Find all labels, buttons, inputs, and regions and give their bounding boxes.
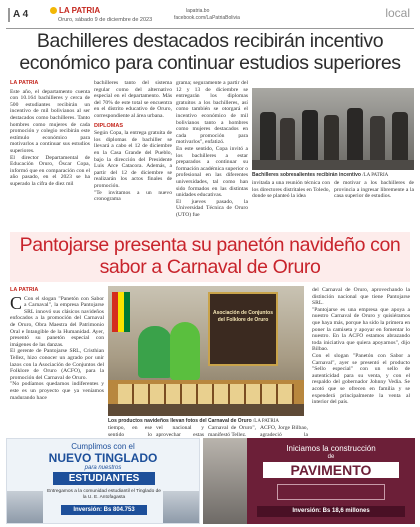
article2-byline: LA PATRIA: [10, 287, 39, 293]
section-label: local: [385, 6, 410, 20]
article1-headline: Bachilleres destacados recibirán incentivo económico para continuar estudios superiores: [19, 30, 401, 74]
article2-column-1-text: Con el slogan "Panetón con Sabor a Carnaval", la empresa Pantojarse SRL innovó sus clásicos navideños enfocados a la promoción del Carnaval de Oruro, Obra Maestra del Patrimonio Oral e Intangible de la Humanidad. Ayer, presentó su panetón especial con imágenes de las danzas. El gerente de Pantojarse SRL, Cristhian Tellez, hizo conocer un agrado por unir lazos con la Asociación de Conjuntos del Folklore de Oruro (ACFO), para la promoción del Carnaval de Oruro. "No podíamos quedarnos indiferentes y este es un proyecto que ya veníamos madurando hace: [10, 295, 104, 401]
header-accent-bar: [8, 8, 10, 22]
sun-logo-icon: [50, 7, 57, 14]
article2-caption: [108, 418, 304, 424]
ad1-line5: Entregamos a la comunidad estudiantil el Tinglado de la U. E. Antofagasta: [47, 489, 161, 500]
article2-photo: [108, 286, 304, 416]
ad2-tagline-frame: [277, 484, 385, 500]
ad2-line2: de: [327, 454, 335, 460]
header-divider: [6, 28, 414, 29]
article2-photo-banner: Asociación de Conjuntos del Folklore de Oruro: [212, 310, 273, 323]
article2-dropcap: C: [10, 292, 23, 313]
article1-column-3-text: grama; seguramente a partir del 12 y 13 de diciembre se entregarán los diplomas gratuitos a los bachilleres, así como también se otorgará el incentivo económico de mil bolivianos tanto a hombres como mujeres destacados en cada promoción para motivarlos", enfatizó. En este sentido, Copa invitó a los bachilleres a estar preparados a continuar su formación académica superior o profesional en las diferentes universidades, tal como han sido formados en las distintas unidades educativas. El jueves pasado, la Universidad Técnica de Oruro (UTO) fue: [176, 80, 248, 218]
advertisement-pavimento[interactable]: [203, 438, 415, 524]
article1-column-3: [176, 80, 248, 230]
article2-column-2: [108, 425, 152, 437]
logo-text: LA PATRIA: [59, 6, 101, 15]
article2-column-4: [208, 425, 256, 437]
article1-column-2-text: bachilleres tanto del sistema regular como del alternativo especial en el departamento. Más del 70% de este total se encuentra en el distrito educativo de Oruro, correspondiente al área urbana.: [94, 80, 172, 119]
newspaper-logo: [50, 6, 100, 15]
article1-caption-text: Bachilleres sobresalientes recibirán incentivo: [252, 172, 361, 178]
article1-column-1: [10, 80, 90, 230]
article2-column-2-text: tiempo, en ese sentido lo: [108, 425, 152, 437]
article2-column-3: [156, 425, 204, 437]
ad1-photo-right: [163, 491, 199, 524]
issue-date: Oruro, sábado 9 de diciembre de 2023: [58, 17, 153, 23]
ad2-photo: [203, 438, 247, 524]
article1-column-2b-text: Según Copa, la entrega gratuita de los diplomas de bachiller se llevará a cabo el 12 de diciembre en la Casa Grande del Pueblo, bajo la dirección del Presidente Luis Arce Catacora. Además, a partir del 12 de diciembre se realizarán los actos finales de promoción. "Te invitamos a un nuevo cronograma: [94, 130, 172, 203]
ad2-line4: Inversión: Bs 18,6 millones: [257, 506, 405, 517]
article1-caption: [252, 172, 414, 178]
page-folio-mark: [410, 470, 416, 510]
article2-column-6: [312, 287, 410, 437]
article1-byline: LA PATRIA: [10, 80, 39, 86]
article2-caption-source: /LA PATRIA: [252, 419, 279, 424]
website-url: lapatria.bo: [186, 8, 210, 14]
article1-column-5-text: de motivar a los bachilleres de provincia a ingresar libremente a la casa superior de estudios.: [334, 180, 414, 200]
ad1-line6: Inversión: Bs 804.753: [61, 505, 147, 515]
ad1-line4: ESTUDIANTES: [53, 472, 155, 485]
article2-column-5-text: ACFO, Jorge Bilbao, agradeció la: [260, 425, 308, 437]
ad1-line3: para nuestros: [84, 465, 122, 471]
article1-subhead: DIPLOMAS: [94, 122, 124, 129]
article1-column-2: [94, 80, 172, 230]
advertisement-tinglado[interactable]: [6, 438, 200, 524]
ad1-line1: Cumplimos con el: [71, 442, 135, 451]
article1-column-5: [334, 180, 414, 228]
article1-column-1-text: Este año, el departamento cuenta con 10.164 bachilleres y cerca de 500 estudiantes recibirán un incentivo de mil bolivianos al ser destacados como bachilleres. Tanto hombres como mujeres de cada promoción y colegio recibirán este estímulo económico para motivarlos a continuar sus estudios superiores. El director Departamental de Educación Oruro, Óscar Copa, informó que en comparación con el año pasado, en el 2023 se ha superado la cifra de diez mil: [10, 88, 90, 187]
ad1-photo-left: [7, 491, 43, 524]
article1-caption-source: /LA PATRIA: [362, 173, 389, 178]
article1-photo: [252, 88, 414, 170]
article2-column-1: [10, 287, 104, 435]
ad1-line2: NUEVO TINGLADO: [48, 451, 158, 465]
article2-column-3-text: vel nacional y aprovechar estas: [156, 425, 204, 437]
ad2-line1: Iniciamos la construcción: [286, 444, 376, 453]
article2-column-6-text: del Carnaval de Oruro, aprovechando la distinción nacional que tiene Pantojarse SRL. "Pantojarse es una empresa que apoya a nuestro Carnaval de Oruro y quisiéramos que haya más, porque ha sido la primera en poner la camiseta y apoyar en fomentar lo nuestro. En la ACFO estamos abrazando toda iniciativa que quiera apoyarnos", dijo Bilbao. Con el slogan "Panetón con Sabor a Carnaval", ayer se presentó el producto "Sello especial" con un sello de autenticidad para su venta, y con el respaldo del gobernador Johnny Vedia. Se acotó que se ofrecen en familia y se expenderá principalmente la venta al interior del país.: [312, 287, 410, 406]
article2-column-4-text: Carnaval de Oruro", manifestó Tellez.: [208, 425, 256, 437]
page-number: A 4: [13, 9, 29, 20]
ad2-line3: PAVIMENTO: [263, 462, 399, 478]
article2-caption-text: Los productos navideños llevan fotos del Carnaval de Oruro: [108, 418, 252, 424]
facebook-url: facebook.com/LaPatriaBolivia: [174, 15, 240, 21]
article1-column-4: [252, 180, 330, 228]
article2-column-5: [260, 425, 308, 437]
article2-headline: Pantojarse presenta su panetón navideño con sabor a Carnaval de Oruro: [19, 234, 401, 278]
article1-column-4-text: invitada a una reunión técnica con los directores distritales en Toledo, donde se planteó la idea: [252, 180, 330, 200]
